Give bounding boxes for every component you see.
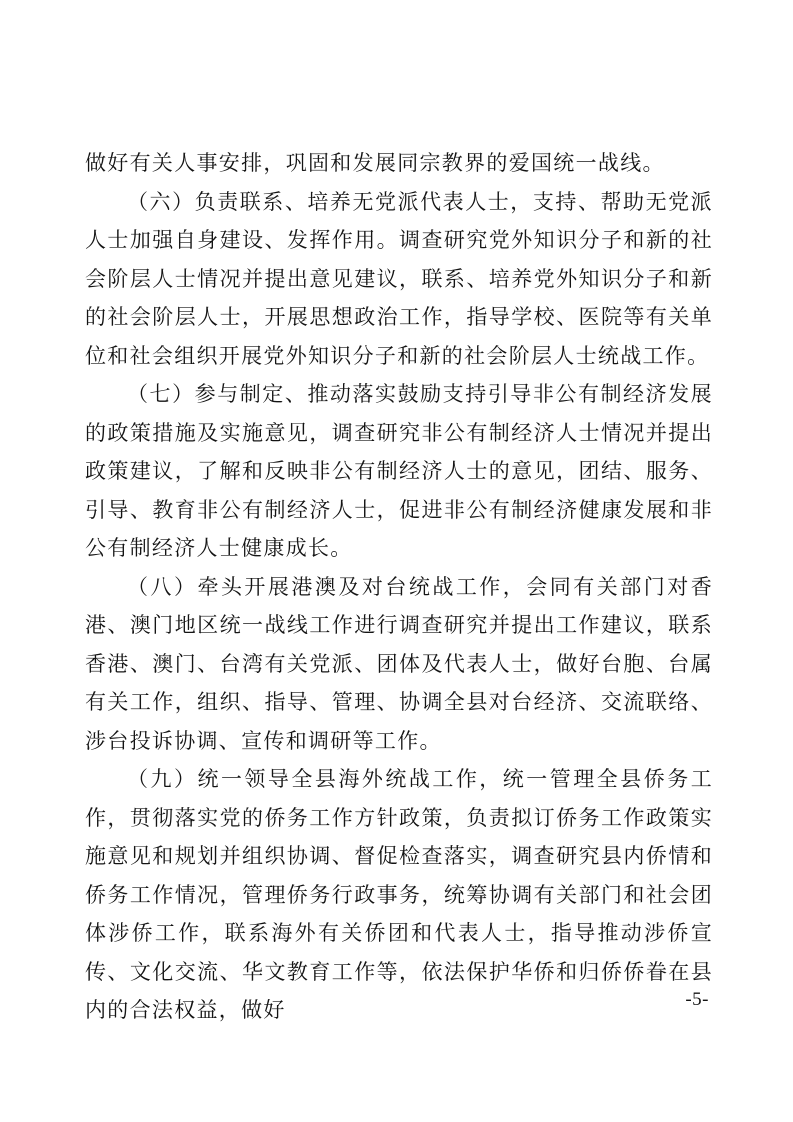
page-number: -5- xyxy=(685,989,709,1010)
paragraph-item-6: （六）负责联系、培养无党派代表人士，支持、帮助无党派人士加强自身建设、发挥作用。调查研究党外知识分子和新的社会阶层人士情况并提出意见建议，联系、培养党外知识分子和新的社会阶层人士，开展思想政治工作，指导学校、医院等有关单位和社会组织开展党外知识分子和新的社会阶层人士统战工作。 xyxy=(85,189,713,368)
paragraph-item-9: （九）统一领导全县海外统战工作，统一管理全县侨务工作，贯彻落实党的侨务工作方针政策，负责拟订侨务工作政策实施意见和规划并组织协调、督促检查落实，调查研究县内侨情和侨务工作情况，管理侨务行政事务，统筹协调有关部门和社会团体涉侨工作，联系海外有关侨团和代表人士，指导推动涉侨宣传、文化交流、华文教育工作等，依法保护华侨和归侨侨眷在县内的合法权益，做好 xyxy=(85,767,713,1022)
paragraph-continuation: 做好有关人事安排，巩固和发展同宗教界的爱国统一战线。 xyxy=(85,151,665,175)
paragraph-item-8: （八）牵头开展港澳及对台统战工作，会同有关部门对香港、澳门地区统一战线工作进行调查研究并提出工作建议，联系香港、澳门、台湾有关党派、团体及代表人士，做好台胞、台属有关工作，组织、指导、管理、协调全县对台经济、交流联络、涉台投诉协调、宣传和调研等工作。 xyxy=(85,574,713,753)
paragraph-item-7: （七）参与制定、推动落实鼓励支持引导非公有制经济发展的政策措施及实施意见，调查研究非公有制经济人士情况并提出政策建议，了解和反映非公有制经济人士的意见，团结、服务、引导、教育非公有制经济人士，促进非公有制经济健康发展和非公有制经济人士健康成长。 xyxy=(85,382,713,560)
document-text-block xyxy=(85,144,713,1030)
